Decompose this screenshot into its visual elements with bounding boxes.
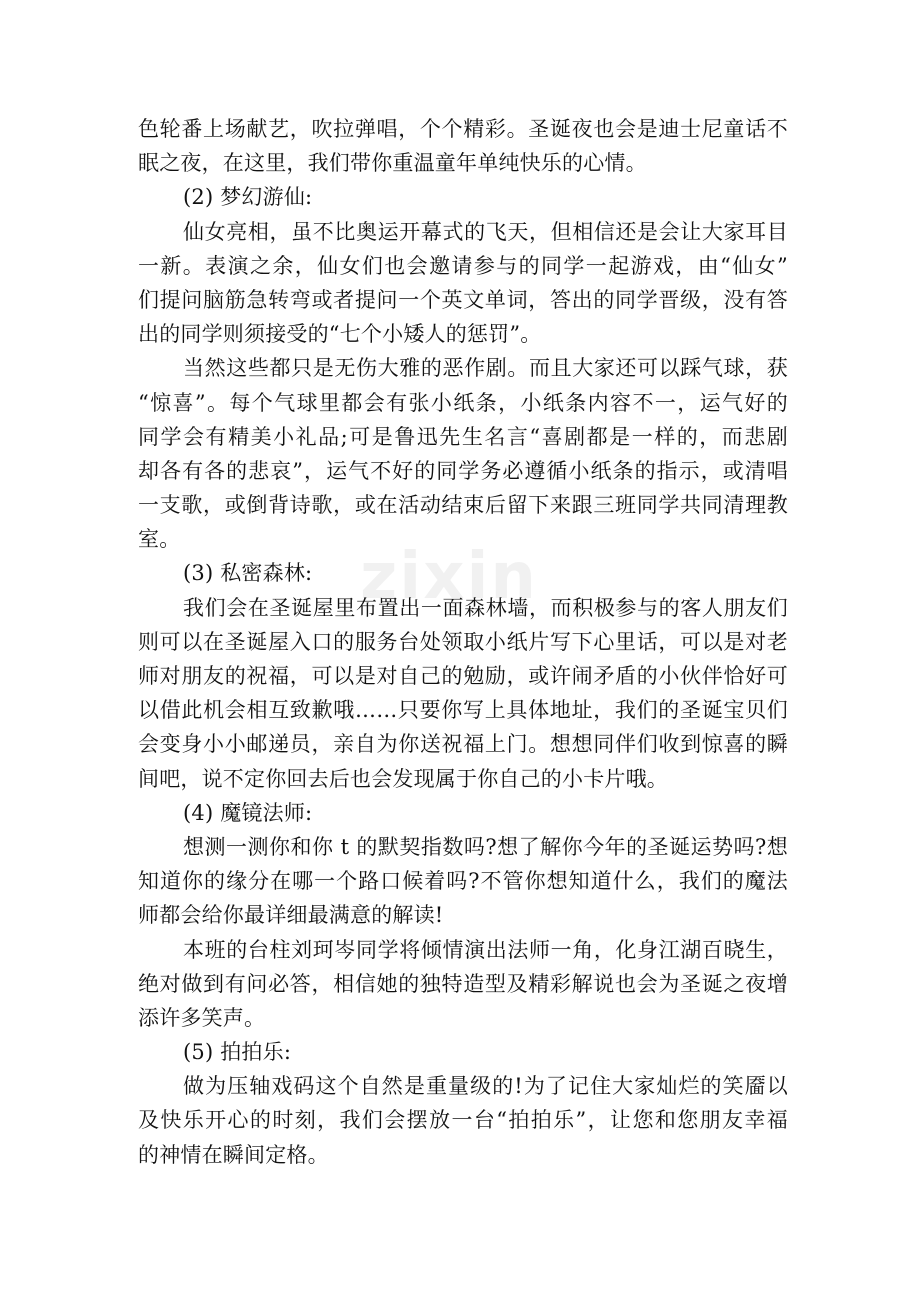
text-line: 会变身小小邮递员，亲自为你送祝福上门。想想同伴们收到惊喜的瞬 bbox=[138, 732, 788, 757]
section-heading: (5) 拍拍乐: bbox=[183, 1040, 292, 1065]
document-body bbox=[138, 112, 788, 1172]
text-line: 出的同学则须接受的“七个小矮人的惩罚”。 bbox=[138, 322, 542, 347]
section-heading: (4) 魔镜法师: bbox=[183, 800, 313, 825]
section-heading: (2) 梦幻游仙: bbox=[183, 185, 313, 210]
watermark: zixin bbox=[360, 540, 538, 614]
text-line: 们提问脑筋急转弯或者提问一个英文单词，答出的同学晋级，没有答 bbox=[138, 287, 788, 312]
text-line: 想测一测你和你 t 的默契指数吗?想了解你今年的圣诞运势吗?想 bbox=[183, 834, 788, 859]
text-line: 间吧，说不定你回去后也会发现属于你自己的小卡片哦。 bbox=[138, 766, 668, 791]
text-line: 做为压轴戏码这个自然是重量级的!为了记住大家灿烂的笑靥以 bbox=[183, 1074, 788, 1099]
text-line: 同学会有精美小礼品;可是鲁迅先生名言“喜剧都是一样的，而悲剧 bbox=[138, 424, 788, 449]
text-line: 师对朋友的祝福，可以是对自己的勉励，或许闹矛盾的小伙伴恰好可 bbox=[138, 664, 788, 688]
text-line: 眠之夜，在这里，我们带你重温童年单纯快乐的心情。 bbox=[138, 151, 647, 176]
text-line: 室。 bbox=[138, 527, 181, 552]
text-line: 一新。表演之余，仙女们也会邀请参与的同学一起游戏，由“仙女” bbox=[138, 253, 788, 278]
text-line: 绝对做到有问必答，相信她的独特造型及精彩解说也会为圣诞之夜增 bbox=[138, 971, 788, 996]
text-line: 的神情在瞬间定格。 bbox=[138, 1142, 329, 1167]
text-line: 仙女亮相，虽不比奥运开幕式的飞天，但相信还是会让大家耳目 bbox=[183, 219, 788, 244]
text-line: 本班的台柱刘珂岑同学将倾情演出法师一角，化身江湖百晓生， bbox=[183, 937, 788, 962]
text-line: 却各有各的悲哀”，运气不好的同学务必遵循小纸条的指示，或清唱 bbox=[138, 458, 788, 483]
text-line: 色轮番上场献艺，吹拉弹唱，个个精彩。圣诞夜也会是迪士尼童话不 bbox=[138, 117, 788, 141]
text-line: 知道你的缘分在哪一个路口候着吗?不管你想知道什么，我们的魔法 bbox=[138, 869, 788, 894]
text-line: 以借此机会相互致歉哦……只要你写上具体地址，我们的圣诞宝贝们 bbox=[138, 698, 788, 723]
text-line: 我们会在圣诞屋里布置出一面森林墙，而积极参与的客人朋友们 bbox=[183, 595, 788, 620]
text-line: 及快乐开心的时刻，我们会摆放一台“拍拍乐”，让您和您朋友幸福 bbox=[138, 1108, 788, 1133]
text-line: 师都会给你最详细最满意的解读! bbox=[138, 903, 444, 928]
text-line: 一支歌，或倒背诗歌，或在活动结束后留下来跟三班同学共同清理教 bbox=[138, 493, 788, 518]
text-line: “惊喜”。每个气球里都会有张小纸条，小纸条内容不一，运气好的 bbox=[138, 390, 788, 415]
text-line: 则可以在圣诞屋入口的服务台处领取小纸片写下心里话，可以是对老 bbox=[138, 629, 788, 654]
text-line: 添许多笑声。 bbox=[138, 1005, 266, 1030]
section-heading: (3) 私密森林: bbox=[183, 561, 313, 586]
text-line: 当然这些都只是无伤大雅的恶作剧。而且大家还可以踩气球，获 bbox=[183, 356, 788, 381]
